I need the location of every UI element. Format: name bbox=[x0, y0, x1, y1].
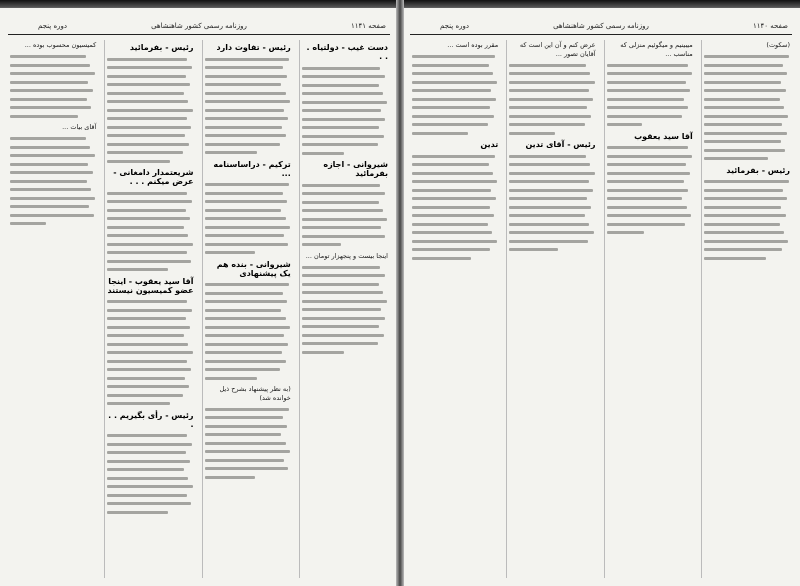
text-line bbox=[107, 460, 190, 463]
text-line bbox=[205, 134, 287, 137]
text-line bbox=[10, 146, 90, 149]
text-line bbox=[205, 243, 289, 246]
speaker-heading: آقا سید یعقوب bbox=[634, 131, 693, 141]
speaker-heading: تدین bbox=[480, 140, 499, 149]
paragraph: میبینیم و میگوئیم منزلی که مناسب ... bbox=[620, 41, 693, 58]
speaker-heading: رئیس - آقای تدین bbox=[525, 140, 596, 149]
text-line bbox=[607, 163, 686, 166]
text-line bbox=[509, 197, 587, 200]
text-line bbox=[107, 468, 184, 471]
text-line bbox=[302, 235, 386, 238]
text-line bbox=[607, 146, 688, 149]
text-line bbox=[412, 231, 492, 234]
text-line bbox=[107, 83, 190, 86]
text-column bbox=[104, 40, 195, 578]
text-line bbox=[412, 257, 471, 260]
text-line bbox=[10, 188, 91, 191]
paragraph: اینجا بیست و پنجهزار تومان ... bbox=[305, 251, 388, 260]
text-line bbox=[10, 205, 89, 208]
text-line bbox=[704, 257, 766, 260]
text-line bbox=[412, 72, 493, 75]
text-line bbox=[205, 292, 283, 295]
text-line bbox=[107, 300, 187, 303]
text-line bbox=[302, 334, 384, 337]
paragraph: عرض کنم و آن این است که آقایان تصور ... bbox=[519, 41, 596, 58]
text-column bbox=[604, 40, 695, 578]
text-line bbox=[302, 226, 381, 229]
text-line bbox=[607, 81, 686, 84]
text-column bbox=[701, 40, 792, 578]
text-line bbox=[302, 317, 386, 320]
text-line bbox=[205, 117, 289, 120]
text-line bbox=[205, 476, 255, 479]
text-line bbox=[107, 251, 186, 254]
text-line bbox=[412, 172, 493, 175]
right-page bbox=[402, 8, 800, 586]
text-line bbox=[509, 81, 594, 84]
text-line bbox=[10, 72, 95, 75]
text-line bbox=[205, 183, 290, 186]
text-line bbox=[412, 240, 497, 243]
text-line bbox=[205, 200, 288, 203]
text-line bbox=[412, 214, 494, 217]
text-line bbox=[107, 394, 183, 397]
text-line bbox=[302, 342, 378, 345]
text-line bbox=[704, 180, 789, 183]
text-line bbox=[509, 163, 590, 166]
running-head bbox=[8, 22, 390, 35]
text-line bbox=[107, 368, 191, 371]
text-line bbox=[509, 155, 586, 158]
text-line bbox=[107, 334, 184, 337]
text-line bbox=[412, 132, 468, 135]
text-line bbox=[205, 66, 283, 69]
text-line bbox=[205, 300, 288, 303]
text-line bbox=[704, 248, 782, 251]
text-line bbox=[302, 84, 379, 87]
text-line bbox=[107, 160, 170, 163]
text-line bbox=[704, 197, 788, 200]
paragraph: کمیسیون محسوب بوده ... bbox=[24, 41, 97, 49]
text-line bbox=[509, 231, 594, 234]
text-line bbox=[205, 226, 290, 229]
text-line bbox=[412, 123, 488, 126]
text-line bbox=[107, 217, 190, 220]
text-line bbox=[205, 192, 283, 195]
text-line bbox=[205, 317, 286, 320]
text-column bbox=[299, 40, 390, 578]
text-line bbox=[205, 408, 290, 411]
text-line bbox=[107, 385, 189, 388]
speaker-heading: رئیس - بفرمائید bbox=[129, 43, 194, 52]
text-line bbox=[107, 477, 188, 480]
text-line bbox=[412, 106, 490, 109]
text-line bbox=[107, 92, 184, 95]
text-line bbox=[607, 89, 691, 92]
text-line bbox=[704, 189, 783, 192]
text-line bbox=[302, 218, 387, 221]
text-line bbox=[107, 134, 185, 137]
text-line bbox=[509, 172, 594, 175]
text-line bbox=[509, 240, 587, 243]
text-line bbox=[302, 274, 385, 277]
text-line bbox=[205, 109, 284, 112]
text-line bbox=[704, 132, 787, 135]
text-line bbox=[10, 81, 88, 84]
text-line bbox=[607, 206, 687, 209]
text-line bbox=[205, 126, 283, 129]
text-line bbox=[509, 106, 587, 109]
text-line bbox=[107, 117, 186, 120]
text-line bbox=[205, 450, 290, 453]
text-line bbox=[205, 209, 282, 212]
text-line bbox=[107, 494, 186, 497]
text-line bbox=[607, 155, 692, 158]
text-line bbox=[107, 268, 167, 271]
text-line bbox=[10, 64, 90, 67]
text-line bbox=[509, 64, 586, 67]
text-line bbox=[205, 309, 282, 312]
text-line bbox=[302, 143, 378, 146]
text-line bbox=[107, 66, 192, 69]
text-line bbox=[412, 163, 489, 166]
text-line bbox=[412, 180, 497, 183]
text-line bbox=[412, 197, 496, 200]
text-line bbox=[10, 154, 95, 157]
text-line bbox=[607, 98, 685, 101]
speaker-heading: شریعتمدار دامغانی - عرض میکنم . . . bbox=[113, 168, 194, 186]
text-line bbox=[205, 58, 290, 61]
text-line bbox=[107, 192, 187, 195]
text-line bbox=[302, 325, 380, 328]
text-line bbox=[107, 209, 185, 212]
text-line bbox=[509, 89, 588, 92]
text-line bbox=[107, 126, 191, 129]
text-line bbox=[205, 467, 289, 470]
text-line bbox=[704, 157, 769, 160]
text-line bbox=[607, 123, 642, 126]
text-line bbox=[302, 209, 383, 212]
speaker-heading: رئیس - تفاوت دارد bbox=[216, 43, 291, 52]
text-line bbox=[302, 308, 381, 311]
page-number: صفحه ۱۱۴۱ bbox=[350, 22, 386, 30]
text-line bbox=[107, 326, 190, 329]
text-line bbox=[205, 251, 255, 254]
text-line bbox=[205, 433, 282, 436]
text-line bbox=[205, 326, 290, 329]
text-line bbox=[607, 214, 692, 217]
text-line bbox=[107, 434, 187, 437]
text-line bbox=[302, 201, 379, 204]
text-line bbox=[509, 214, 585, 217]
text-line bbox=[205, 377, 258, 380]
text-line bbox=[205, 442, 286, 445]
text-line bbox=[607, 231, 645, 234]
book-gutter bbox=[396, 0, 404, 586]
text-line bbox=[302, 92, 383, 95]
text-line bbox=[205, 360, 287, 363]
text-line bbox=[302, 135, 384, 138]
text-line bbox=[302, 67, 380, 70]
text-line bbox=[10, 98, 87, 101]
text-line bbox=[302, 75, 385, 78]
text-line bbox=[107, 402, 170, 405]
text-line bbox=[412, 206, 490, 209]
text-line bbox=[107, 143, 189, 146]
text-line bbox=[205, 143, 281, 146]
text-line bbox=[607, 197, 683, 200]
text-line bbox=[704, 231, 784, 234]
text-line bbox=[412, 155, 495, 158]
text-line bbox=[704, 81, 782, 84]
text-line bbox=[107, 109, 192, 112]
text-line bbox=[509, 123, 585, 126]
text-line bbox=[509, 248, 557, 251]
text-line bbox=[607, 172, 691, 175]
text-line bbox=[205, 368, 281, 371]
text-line bbox=[10, 222, 46, 225]
speaker-heading: شیروانی - اجازه بفرمائید bbox=[323, 160, 388, 178]
text-line bbox=[107, 351, 192, 354]
columns bbox=[410, 40, 792, 578]
text-line bbox=[107, 377, 185, 380]
paragraph: (سکوت) bbox=[766, 41, 790, 49]
text-line bbox=[302, 192, 385, 195]
text-line bbox=[704, 149, 785, 152]
text-line bbox=[107, 58, 187, 61]
text-line bbox=[302, 101, 387, 104]
text-line bbox=[107, 511, 167, 514]
text-line bbox=[205, 83, 282, 86]
text-line bbox=[607, 223, 685, 226]
paragraph: (به نظر پیشنهاد بشرح ذیل خوانده شد) bbox=[219, 385, 291, 402]
text-line bbox=[107, 226, 184, 229]
text-line bbox=[412, 81, 497, 84]
text-line bbox=[607, 106, 689, 109]
text-line bbox=[107, 443, 192, 446]
text-line bbox=[302, 109, 381, 112]
text-line bbox=[412, 115, 494, 118]
speaker-heading: دست غیب - دولتیاه . . . bbox=[306, 43, 388, 61]
text-line bbox=[412, 55, 495, 58]
text-line bbox=[10, 171, 93, 174]
text-line bbox=[412, 98, 496, 101]
gazette-title: روزنامه رسمی کشور شاهنشاهی bbox=[553, 22, 649, 30]
text-line bbox=[704, 115, 789, 118]
text-line bbox=[704, 223, 780, 226]
text-line bbox=[302, 126, 380, 129]
text-line bbox=[704, 106, 784, 109]
speaker-heading: رئیس - رأی بگیریم . . . bbox=[108, 410, 194, 429]
page-number: صفحه ۱۱۴۰ bbox=[752, 22, 788, 30]
text-line bbox=[302, 351, 344, 354]
text-line bbox=[205, 75, 288, 78]
text-column bbox=[410, 40, 500, 578]
text-line bbox=[704, 98, 780, 101]
text-line bbox=[509, 115, 591, 118]
text-column bbox=[506, 40, 597, 578]
text-line bbox=[107, 360, 186, 363]
text-line bbox=[302, 283, 379, 286]
text-line bbox=[107, 451, 185, 454]
text-line bbox=[704, 72, 788, 75]
text-line bbox=[205, 92, 286, 95]
text-line bbox=[412, 64, 489, 67]
text-line bbox=[10, 197, 95, 200]
text-line bbox=[509, 98, 593, 101]
text-line bbox=[205, 100, 290, 103]
text-line bbox=[205, 217, 286, 220]
text-line bbox=[107, 343, 188, 346]
text-line bbox=[704, 214, 786, 217]
text-line bbox=[302, 118, 386, 121]
paragraph: آقای بیات ... bbox=[62, 123, 97, 131]
text-line bbox=[10, 214, 94, 217]
text-line bbox=[412, 223, 488, 226]
text-line bbox=[205, 351, 283, 354]
speaker-heading: شیروانی - بنده هم یک پیشنهادی bbox=[216, 259, 291, 278]
text-line bbox=[205, 425, 288, 428]
text-line bbox=[704, 123, 782, 126]
text-line bbox=[107, 234, 188, 237]
text-line bbox=[107, 260, 191, 263]
text-line bbox=[412, 89, 491, 92]
text-line bbox=[107, 100, 188, 103]
left-page bbox=[0, 8, 398, 586]
text-line bbox=[412, 189, 491, 192]
text-line bbox=[107, 75, 185, 78]
columns bbox=[8, 40, 390, 578]
text-line bbox=[107, 200, 192, 203]
text-line bbox=[10, 89, 93, 92]
text-line bbox=[607, 115, 683, 118]
text-line bbox=[10, 106, 91, 109]
text-line bbox=[10, 115, 78, 118]
text-line bbox=[205, 416, 283, 419]
text-line bbox=[302, 291, 383, 294]
text-line bbox=[205, 343, 289, 346]
text-line bbox=[205, 334, 284, 337]
text-column bbox=[8, 40, 98, 578]
text-line bbox=[704, 89, 786, 92]
text-line bbox=[302, 243, 342, 246]
paragraph: مقرر بوده است ... bbox=[447, 41, 499, 49]
text-line bbox=[704, 240, 789, 243]
text-line bbox=[607, 64, 688, 67]
text-line bbox=[509, 132, 555, 135]
text-line bbox=[607, 180, 685, 183]
text-line bbox=[107, 485, 192, 488]
text-line bbox=[10, 163, 88, 166]
text-line bbox=[302, 152, 344, 155]
speaker-heading: آقا سید یعقوب - اینجا عضو کمیسیون نیستند bbox=[107, 276, 194, 295]
text-line bbox=[302, 300, 387, 303]
running-head bbox=[410, 22, 792, 35]
text-line bbox=[205, 459, 284, 462]
text-line bbox=[607, 189, 689, 192]
period-label: دوره پنجم bbox=[38, 22, 68, 30]
speaker-heading: ترکیم - دراساسنامه ... bbox=[213, 159, 291, 178]
text-line bbox=[509, 206, 591, 209]
text-line bbox=[509, 189, 593, 192]
text-line bbox=[704, 206, 782, 209]
text-line bbox=[10, 55, 86, 58]
text-line bbox=[509, 223, 589, 226]
text-line bbox=[704, 64, 783, 67]
text-line bbox=[509, 72, 590, 75]
text-line bbox=[412, 248, 490, 251]
text-line bbox=[107, 317, 185, 320]
gazette-title: روزنامه رسمی کشور شاهنشاهی bbox=[151, 22, 247, 30]
text-column bbox=[202, 40, 293, 578]
text-line bbox=[107, 309, 192, 312]
speaker-heading: رئیس - بفرمائید bbox=[726, 165, 790, 175]
text-line bbox=[107, 502, 191, 505]
text-line bbox=[205, 234, 284, 237]
text-line bbox=[205, 151, 258, 154]
text-line bbox=[10, 180, 87, 183]
text-line bbox=[302, 184, 380, 187]
text-line bbox=[607, 72, 692, 75]
text-line bbox=[107, 151, 183, 154]
text-line bbox=[509, 180, 588, 183]
text-line bbox=[10, 137, 86, 140]
text-line bbox=[704, 55, 789, 58]
text-line bbox=[302, 266, 380, 269]
period-label: دوره پنجم bbox=[440, 22, 470, 30]
text-line bbox=[107, 243, 192, 246]
text-line bbox=[205, 283, 290, 286]
text-line bbox=[704, 140, 781, 143]
